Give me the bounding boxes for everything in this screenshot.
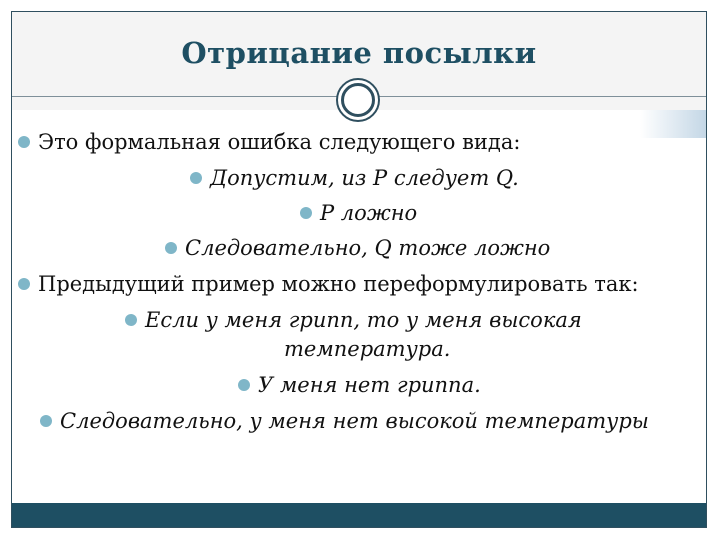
list-item-text: P ложно bbox=[320, 201, 418, 225]
list-item bbox=[190, 165, 519, 191]
bullet-icon bbox=[125, 314, 137, 326]
bullet-icon bbox=[18, 136, 30, 148]
list-item bbox=[165, 235, 550, 261]
bullet-icon bbox=[18, 278, 30, 290]
bullet-icon bbox=[190, 172, 202, 184]
list-item-text: Предыдущий пример можно переформулировать так: bbox=[38, 272, 639, 296]
inner-ring-icon bbox=[341, 83, 375, 117]
list-item-text: Следовательно, у меня нет высокой температуры bbox=[60, 409, 649, 433]
slide-title: Отрицание посылки bbox=[181, 36, 537, 70]
list-item-text: У меня нет гриппа. bbox=[258, 373, 481, 397]
list-item bbox=[238, 372, 481, 398]
right-accent-band bbox=[640, 110, 706, 138]
bullet-icon bbox=[238, 379, 250, 391]
list-item-text: Следовательно, Q тоже ложно bbox=[185, 236, 551, 260]
list-item bbox=[18, 271, 639, 297]
list-item bbox=[125, 307, 582, 333]
bottom-bar bbox=[12, 503, 706, 527]
bullet-icon bbox=[300, 207, 312, 219]
bullet-icon bbox=[165, 242, 177, 254]
bullet-icon bbox=[40, 415, 52, 427]
list-item bbox=[18, 129, 520, 155]
list-item-text: Это формальная ошибка следующего вида: bbox=[38, 130, 521, 154]
list-item bbox=[300, 200, 417, 226]
list-item-text: Допустим, из P следует Q. bbox=[210, 166, 519, 190]
list-item-continuation: температура. bbox=[284, 337, 451, 361]
list-item-text: Если у меня грипп, то у меня высокая bbox=[145, 308, 582, 332]
list-item bbox=[40, 408, 649, 434]
